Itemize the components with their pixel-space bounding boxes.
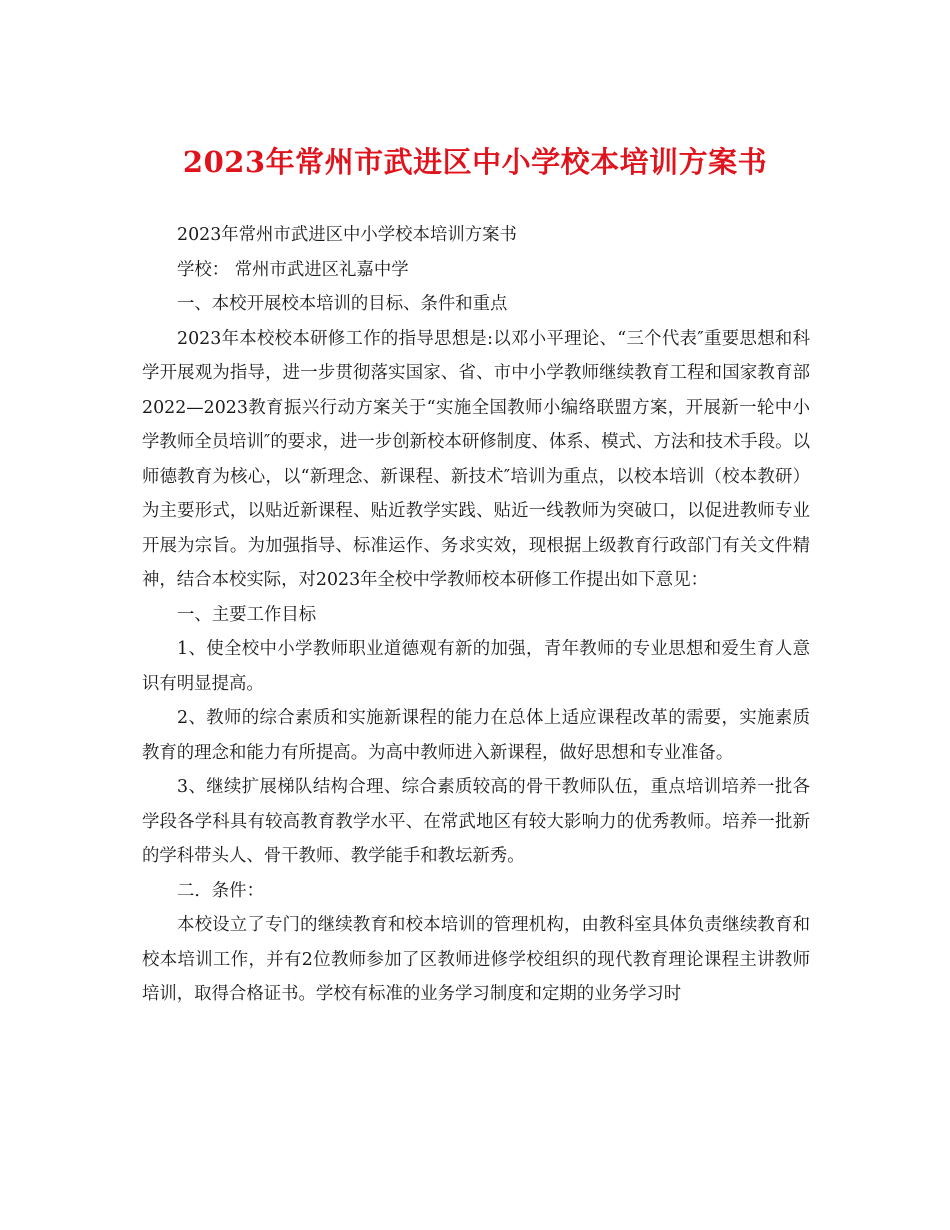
section-heading-main-goals: 一、主要工作目标: [177, 604, 317, 625]
list-item-goal-2: 2、教师的综合素质和实施新课程的能力在总体上适应课程改革的需要，实施素质教育的理念和能力有所提高。为高中教师进入新课程，做好思想和专业准备。: [142, 708, 810, 763]
paragraph-school: 学校： 常州市武进区礼嘉中学: [177, 259, 409, 280]
section-heading-goals: 一、本校开展校本培训的目标、条件和重点: [177, 294, 508, 314]
list-item-goal-1: 1、使全校中小学教师职业道德观有新的加强，青年教师的专业思想和爱生育人意识有明显提高。: [142, 639, 810, 694]
paragraph-subtitle: 2023年常州市武进区中小学校本培训方案书: [177, 225, 517, 245]
paragraph-guiding-ideology: 2023年本校校本研修工作的指导思想是:以邓小平理论、“三个代表″重要思想和科学开展观为指导，进一步贯彻落实国家、省、市中小学教师继续教育工程和国家教育部2022—2023教育振兴行动方案关于“实施全国教师小编络联盟方案，开展新一轮中小学教师全员培训″的要求，进一步创新校本研修制度、体系、模式、方法和技术手段。以师德教育为核心，以“新理念、新课程、新技术″培训为重点，以校本培训（校本教研）为主要形式，以贴近新课程、贴近教学实践、贴近一线教师为突破口，以促进教师专业开展为宗旨。为加强指导、标准运作、务求实效，现根据上级教育行政部门有关文件精神，结合本校实际，对2023年全校中学教师校本研修工作提出如下意见：: [142, 328, 810, 590]
document-title: 2023年常州市武进区中小学校本培训方案书: [182, 145, 768, 179]
document-body: [142, 218, 810, 1012]
paragraph-conditions: 本校设立了专门的继续教育和校本培训的管理机构，由教科室具体负责继续教育和校本培训工作，并有2位教师参加了区教师进修学校组织的现代教育理论课程主讲教师培训，取得合格证书。学校有标准的业务学习制度和定期的业务学习时: [142, 915, 810, 1004]
list-item-goal-3: 3、继续扩展梯队结构合理、综合素质较高的骨干教师队伍，重点培训培养一批各学段各学科具有较高教育教学水平、在常武地区有较大影响力的优秀教师。培养一批新的学科带头人、骨干教师、教学能手和教坛新秀。: [142, 777, 810, 866]
section-heading-conditions: 二．条件：: [177, 880, 264, 901]
